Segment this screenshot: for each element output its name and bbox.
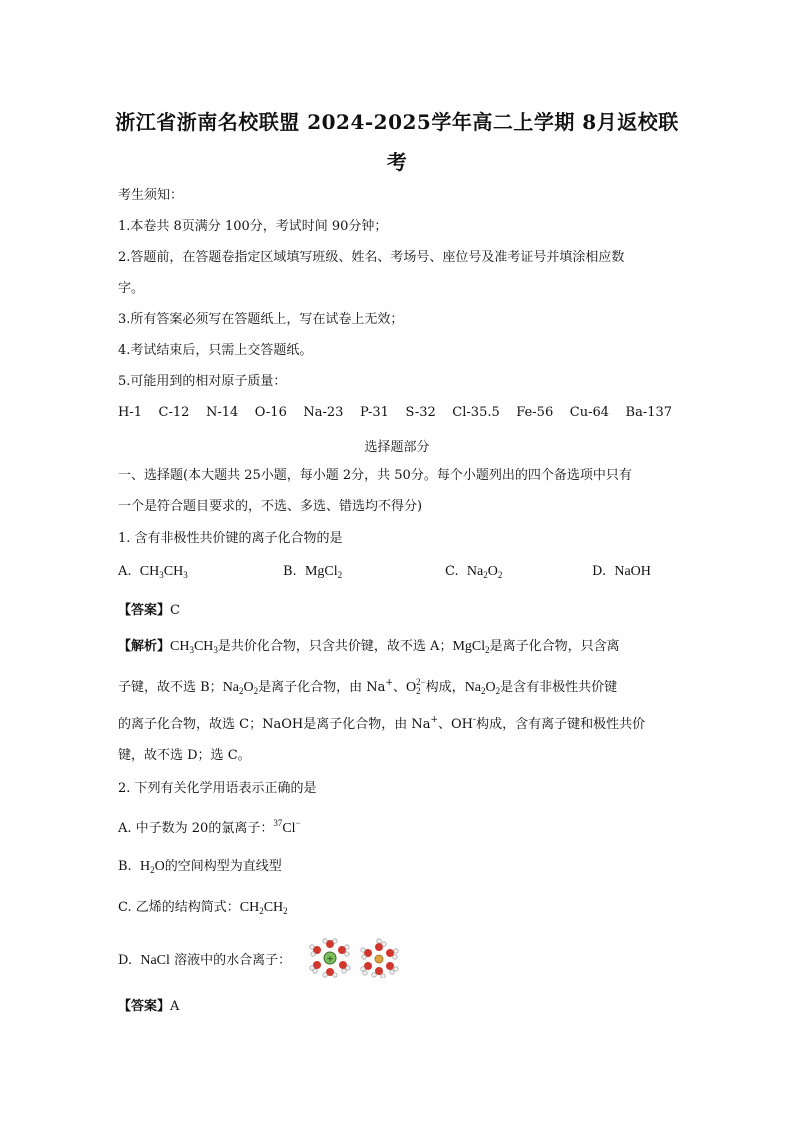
notice-item-2-cont: 字。 — [118, 281, 145, 296]
notice-item-3: 3.所有答案必须写在答题纸上，写在试卷上无效； — [118, 312, 404, 327]
hydrated-cation-icon — [310, 939, 350, 977]
section-instruction-1: 一、选择题(本大题共 25小题，每小题 2分，共 50分。每个小题列出的四个备选项中只有 — [118, 468, 632, 483]
q1-option-a: A. $CH_3CH_3$ — [118, 564, 188, 580]
atomic-masses: H-1 C-12 N-14 O-16 Na-23 P-31 S-32 Cl-35.5 Fe-56 Cu-64 Ba-137 — [118, 405, 673, 420]
section-instruction-2: 一个是符合题目要求的，不选、多选、错选均不得分) — [118, 499, 423, 514]
notice-item-4: 4.考试结束后，只需上交答题纸。 — [118, 343, 313, 358]
q2-option-b: B. $H_2O$的空间构型为直线型 — [118, 859, 282, 875]
q1-stem: 1. 含有非极性共价键的离子化合物的是 — [118, 531, 343, 546]
notice-item-1: 1.本卷共 8页满分 100分，考试时间 90分钟； — [118, 219, 388, 234]
q2-option-c: C. 乙烯的结构简式：$CH_2CH_2$ — [118, 900, 288, 916]
q1-analysis-line3: 的离子化合物，故选 C；NaOH是离子化合物，由 Na+、OH-构成，含有离子键和极性共价 — [118, 715, 646, 732]
q1-analysis-line1: 【解析】$CH_3CH_3$是共价化合物，只含共价键，故不选 A；MgCl$_2$是离子化合物，只含离 — [118, 639, 620, 655]
notice-item-2: 2.答题前，在答题卷指定区域填写班级、姓名、考场号、座位号及准考证号并填涂相应数 — [118, 250, 625, 265]
doc-title-line2: 考 — [386, 150, 408, 174]
q2-answer: 【答案】A — [118, 999, 180, 1014]
q1-option-d: D. NaOH — [592, 564, 651, 579]
q1-option-c: C. $Na_2O_2$ — [445, 564, 503, 580]
svg-text:+: + — [326, 954, 334, 965]
doc-title-line1: 浙江省浙南名校联盟 2024-2025学年高二上学期 8月返校联 — [115, 110, 679, 134]
section-title: 选择题部分 — [364, 440, 430, 455]
q1-answer: 【答案】C — [118, 603, 180, 618]
q1-analysis-line4: 键，故不选 D；选 C。 — [118, 748, 251, 763]
notice-heading: 考生须知： — [118, 188, 184, 203]
q2-stem: 2. 下列有关化学用语表示正确的是 — [118, 781, 317, 796]
hydrated-ions-illustration — [306, 938, 406, 978]
q2-option-d: D. NaCl 溶液中的水合离子： — [118, 953, 292, 968]
hydrated-anion-icon — [361, 939, 398, 978]
q1-analysis-line2: 子键，故不选 B；$Na_2O_2$是离子化合物，由 Na+、O 2− 2 构成，$Na_2O_2$是含有非极性共价键 — [118, 677, 618, 696]
q2-option-a: A. 中子数为 20的氯离子：$^{37}$Cl− — [118, 818, 301, 836]
q1-option-b: B. MgCl$_2$ — [283, 564, 343, 580]
notice-item-5: 5.可能用到的相对原子质量： — [118, 374, 287, 389]
